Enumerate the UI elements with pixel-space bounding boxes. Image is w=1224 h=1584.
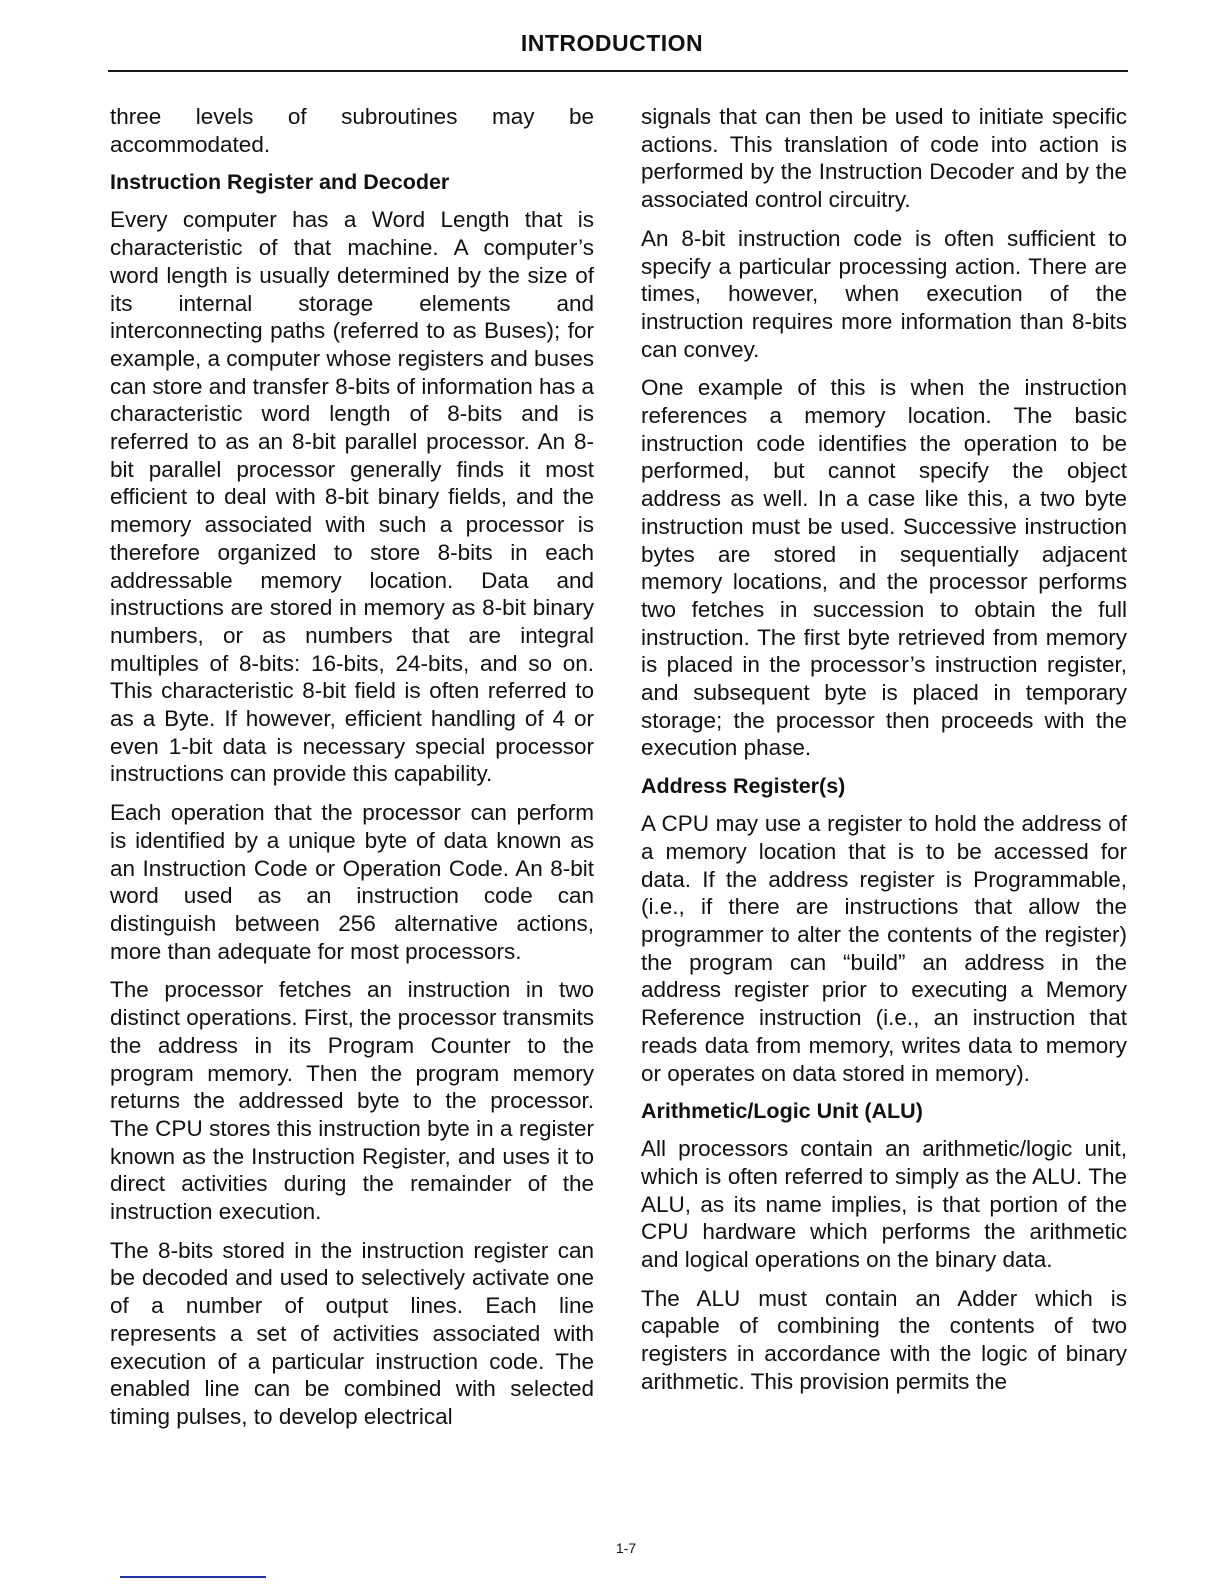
right-column [641,103,1127,1407]
paragraph: three levels of subroutines may be accommodated. [110,104,594,157]
page-header-title: INTRODUCTION [520,30,704,56]
left-column [110,103,594,1442]
paragraph: A CPU may use a register to hold the address of a memory location that is to be accessed for data. If the address register is Programmable, (i.e., if there are instructions that allow the programmer to alter the contents of the register) the program can “build” an address in the address register prior to executing a Memory Reference instruction (i.e., an instruction that reads data from memory, writes data to memory or operates on data stored in memory). [641,811,1127,1086]
header-divider [108,70,1128,72]
paragraph: All processors contain an arithmetic/logic unit, which is often referred to simply as the ALU. The ALU, as its name implies, is that portion of the CPU hardware which performs the arithmetic and logical operations on the binary data. [641,1136,1127,1273]
paragraph: The 8-bits stored in the instruction register can be decoded and used to selectively activate one of a number of output lines. Each line represents a set of activities associated with execution of a particular instruction code. The enabled line can be combined with selected timing pulses, to develop electrical [110,1237,594,1429]
paragraph: Every computer has a Word Length that is characteristic of that machine. A computer’s word length is usually determined by the size of its internal storage elements and interconnecting paths (referred to as Buses); for example, a computer whose registers and buses can store and transfer 8-bits of information has a characteristic word length of 8-bits and is referred to as an 8-bit parallel processor. An 8-bit parallel processor generally finds it most efficient to deal with 8-bit binary fields, and the memory associated with such a processor is therefore organized to store 8-bits in each addressable memory location. Data and instructions are stored in memory as 8-bit binary numbers, or as numbers that are integral multiples of 8-bits: 16-bits, 24-bits, and so on. This characteristic 8-bit field is often referred to as a Byte. If however, efficient handling of 4 or even 1-bit data is necessary special processor instructions can provide this capability. [110,207,595,787]
page-number: 1-7 [615,1540,637,1556]
paragraph: An 8-bit instruction code is often sufficient to specify a particular processing action. There are times, however, when execution of the instruction requires more information than 8-bits can convey. [641,225,1127,362]
paragraph: The ALU must contain an Adder which is capable of combining the contents of two registers in accordance with the logic of binary arithmetic. This provision permits the [641,1285,1127,1394]
paragraph: One example of this is when the instruction references a memory location. The basic instruction code identifies the operation to be performed, but cannot specify the object address as well. In a case like this, a two byte instruction must be used. Successive instruction bytes are stored in sequentially adjacent memory locations, and the processor performs two fetches in succession to obtain the full instruction. The first byte retrieved from memory is placed in the processor’s instruction register, and subsequent byte is placed in temporary storage; the processor then proceeds with the execution phase. [641,375,1127,761]
section-heading-instruction-register: Instruction Register and Decoder [110,170,450,195]
paragraph: Each operation that the processor can perform is identified by a unique byte of data known as an Instruction Code or Operation Code. An 8-bit word used as an instruction code can distinguish between 256 alternative actions, more than adequate for most processors. [110,800,594,964]
section-heading-alu: Arithmetic/Logic Unit (ALU) [641,1099,923,1124]
footer-rule [120,1576,266,1578]
paragraph: The processor fetches an instruction in two distinct operations. First, the processor transmits the address in its Program Counter to the program memory. Then the program memory returns the addressed byte to the processor. The CPU stores this instruction byte in a register known as the Instruction Register, and uses it to direct activities during the remainder of the instruction execution. [110,977,594,1225]
section-heading-address-registers: Address Register(s) [641,774,846,799]
paragraph: signals that can then be used to initiate specific actions. This translation of code into action is performed by the Instruction Decoder and by the associated control circuitry. [641,104,1127,213]
